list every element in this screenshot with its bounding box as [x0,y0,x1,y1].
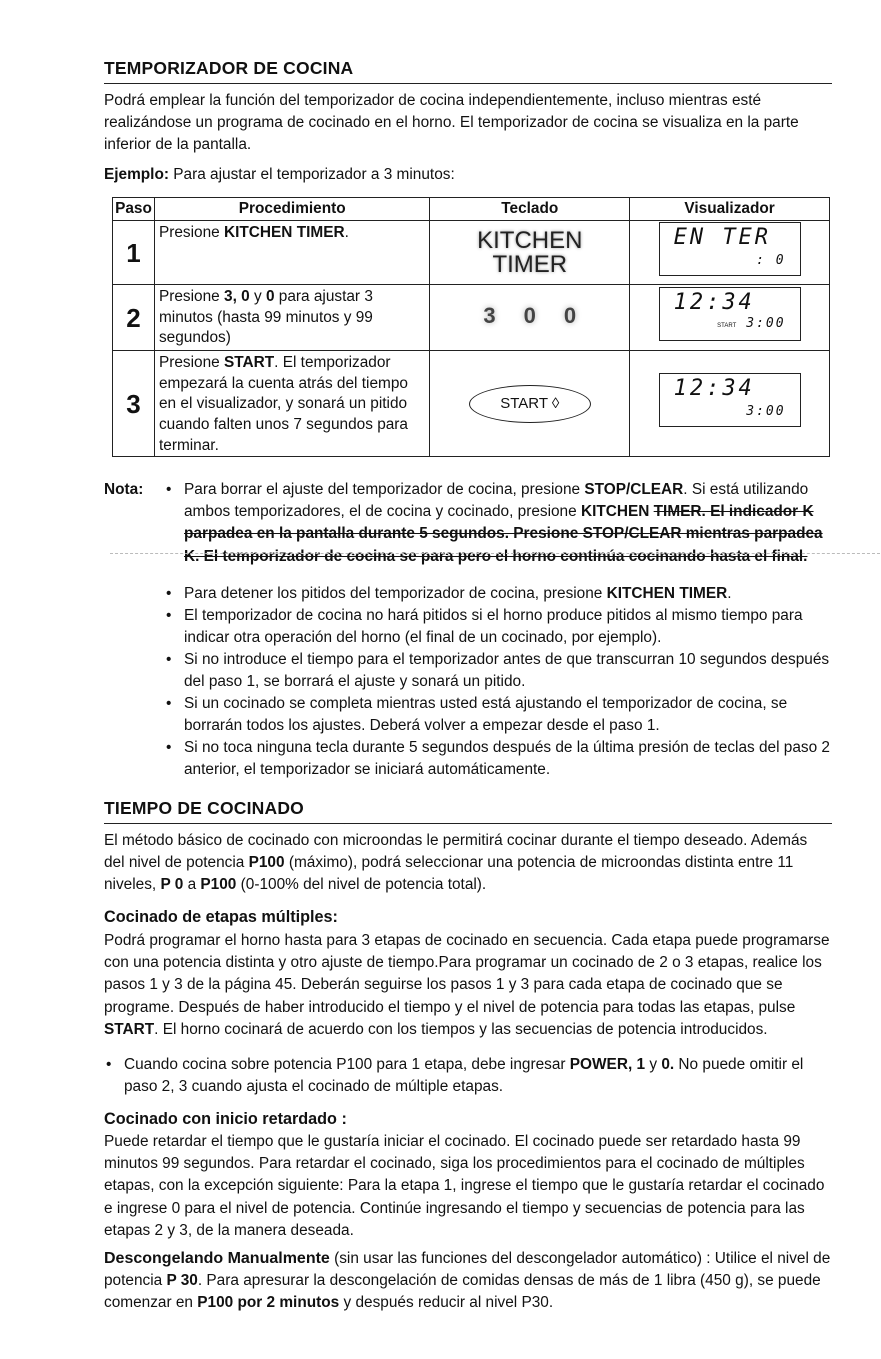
key-label-timer: TIMER [492,250,568,278]
proc-text: y [249,288,266,306]
lcd-top: 12:34 [673,376,755,402]
kitchen-timer-key [430,221,630,285]
para-bold: P 30 [166,1272,198,1290]
bullet-icon: • [166,585,172,602]
para-text: (máximo), podrá seleccionar una potencia de microondas distinta entre 11 niveles, [104,854,794,894]
para-bold: START [104,1020,155,1038]
list-item [166,649,834,693]
nota-label: Nota: [104,481,144,498]
delayed-paragraph: Puede retardar el tiempo que le gustaría iniciar el cocinado. El cocinado puede ser retardado hasta 99 minutos 99 segundos. Para retardar el cocinado, siga los procedimientos para el cocinado de múltiples etapas, con la excepción siguiente: Para la etapa 1, ingrese el tiempo que le gustaría retardar el cocinado e ingrese 0 para el nivel de potencia. Continúe ingresando el tiempo y secuencias de potencia para las etapas 2 y 3, de la manera deseada. [104,1133,825,1239]
para-text: . Para apresurar la descongelación de comidas densas de más de 1 libra (450 g), se puede comenzar en [104,1272,821,1312]
section-title-cooking-time: TIEMPO DE COCINADO [104,798,304,818]
para-text: y después reducir al nivel P30. [339,1294,554,1312]
key-0: 0 [563,303,577,329]
list-item [166,693,834,737]
subheading-multistage: Cocinado de etapas múltiples: [104,908,338,926]
note-key: KITCHEN [580,503,650,521]
note-text: Si no introduce el tiempo para el temporizador antes de que transcurran 10 segundos después del paso 1, se borrará el ajuste y sonará un pitido. [184,651,830,691]
note-text: Para detener los pitidos del temporizador de cocina, presione [184,585,607,602]
para-bold: P 0 [160,876,184,894]
lcd-time: 3:00 [746,315,786,331]
subheading-delayed-start: Cocinado con inicio retardado : [104,1110,347,1128]
scan-artifact-line [110,553,880,554]
display-cell [630,351,830,457]
proc-key: KITCHEN TIMER [224,224,345,242]
header-procedimiento: Procedimiento [154,198,429,221]
step-procedure [154,221,429,285]
proc-text: . El temporizador empezará la cuenta atrás del tiempo en el visualizador, y sonará un pitido cuando falten unos 7 segundos para terminar. [158,354,408,454]
manual-defrost-paragraph [104,1248,832,1315]
para-text: Podrá programar el horno hasta para 3 etapas de cocinado en secuencia. Cada etapa puede programarse con una potencia distinta y otro ajuste de tiempo.Para programar un cocinado de 2 o 3 etapas, realice los pasos 1 y 3 de la página 45. Deberán seguirse los pasos 1 y 3 para cada etapa de cocinado que se programe. Después de haber introducido el tiempo y el nivel de potencia para todas las etapas, pulse [104,932,830,1016]
para-bold: P100 por 2 minutos [197,1294,340,1312]
para-bold: POWER, 1 [569,1056,646,1073]
key-label-kitchen: KITCHEN [477,226,583,254]
steps-table [112,197,830,457]
step-procedure [154,351,429,457]
bullet-icon: • [166,695,172,712]
para-text: . El horno cocinará de acuerdo con los tiempos y las secuencias de potencia introducidos. [154,1020,768,1038]
list-item [166,605,834,649]
section-title-kitchen-timer: TEMPORIZADOR DE COCINA [104,58,354,78]
header-paso: Paso [113,198,155,221]
para-bold: 0. [661,1056,675,1073]
header-teclado: Teclado [430,198,630,221]
display-cell [630,221,830,285]
para-bold: P100 [200,876,237,894]
lcd-bottom: 3:00 [746,403,786,419]
note-text: Si un cocinado se completa mientras usted está ajustando el temporizador de cocina, se borrarán todos los ajustes. Deberá volver a empezar desde el paso 1. [184,695,788,735]
table-row [113,285,830,351]
para-text: (0-100% del nivel de potencia total). [236,876,487,894]
step-number: 1 [113,221,155,285]
title-rule [104,823,832,824]
proc-text: . [344,224,349,242]
bullet-icon: • [166,651,172,668]
cooking-paragraph [104,830,832,897]
para-bold: P100 [248,854,285,872]
bullet-icon: • [166,481,172,498]
bullet-icon: • [166,739,172,756]
note-key: KITCHEN TIMER [606,585,728,602]
start-key-label: START [500,394,548,412]
lcd-top: 12:34 [673,290,755,316]
step-number: 3 [113,351,155,457]
example-text: Para ajustar el temporizador a 3 minutos: [169,166,455,183]
lcd-start-indicator: START [717,322,737,329]
list-item [106,1054,832,1098]
intro-paragraph: Podrá emplear la función del temporizador de cocina independientemente, incluso mientras esté realizándose un programa de cocinado en el horno. El temporizador de cocina se visualiza en la parte inferior de la pantalla. [104,92,799,154]
lcd-bottom [717,313,785,337]
subheading-manual-defrost: Descongelando Manualmente [104,1250,330,1267]
header-visualizador: Visualizador [630,198,830,221]
para-text: y [645,1056,662,1073]
display-cell [630,285,830,351]
bullet-icon: • [166,607,172,624]
proc-key: START [224,354,275,372]
list-item [166,479,834,568]
proc-key: 0 [265,288,275,306]
note-text: . [727,585,732,602]
step-number: 2 [113,285,155,351]
note-text: . Si está utilizando ambos temporizadores, el de cocina y cocinado, presione [184,481,809,521]
step-procedure [154,285,429,351]
proc-text: Presione [158,288,225,306]
proc-key: 3, 0 [224,288,250,306]
list-item [166,583,834,605]
proc-text: para ajustar 3 minutos (hasta 99 minutos y 99 segundos) [158,288,373,347]
bullet-icon: • [106,1056,112,1073]
example-line [104,164,832,186]
para-text: El método básico de cocinado con microondas le permitirá cocinar durante el tiempo deseado. Además del nivel de potencia [104,832,808,872]
list-item [166,737,834,781]
note-text: Si no toca ninguna tecla durante 5 segundos después de la última presión de teclas del paso 2 anterior, el temporizador se iniciará automáticamente. [184,739,830,779]
proc-text: Presione [158,224,225,242]
lcd-display [659,222,801,276]
key-3: 3 [483,303,496,329]
key-0: 0 [523,303,536,329]
lcd-display [659,373,801,427]
para-text: (sin usar las funciones del descongelador automático) : Utilice el nivel de potencia [104,1250,831,1290]
struck-text: TIMER. El indicador K parpadea en la pantalla durante 5 segundos. Presione STOP/CLEAR mientras parpadea K. El temporizador de cocina se para pero el horno continúa cocinando hasta el final. [184,503,823,565]
lcd-top: EN TER [673,225,772,251]
table-row [113,221,830,285]
lcd-display [659,287,801,341]
para-text: No puede omitir el paso 2, 3 cuando ajusta el cocinado de múltiple etapas. [124,1056,804,1096]
para-text: a [183,876,201,894]
start-key-cell [430,351,630,457]
table-header-row [113,198,830,221]
table-row [113,351,830,457]
lcd-bottom: : 0 [756,252,786,268]
para-text: Cuando cocina sobre potencia P100 para 1 etapa, debe ingresar [124,1056,570,1073]
note-key: STOP/CLEAR [584,481,684,498]
number-keys [430,285,630,351]
multistage-paragraph [104,930,832,1041]
note-text: Para borrar el ajuste del temporizador de cocina, presione [184,481,585,498]
start-button-icon: START ◊ [469,385,591,423]
example-label: Ejemplo: [104,166,169,183]
proc-text: Presione [158,354,225,372]
title-rule [104,83,832,84]
note-text: El temporizador de cocina no hará pitidos si el horno produce pitidos al mismo tiempo para indicar otra operación del horno (el final de un cocinado, por ejemplo). [184,607,803,647]
